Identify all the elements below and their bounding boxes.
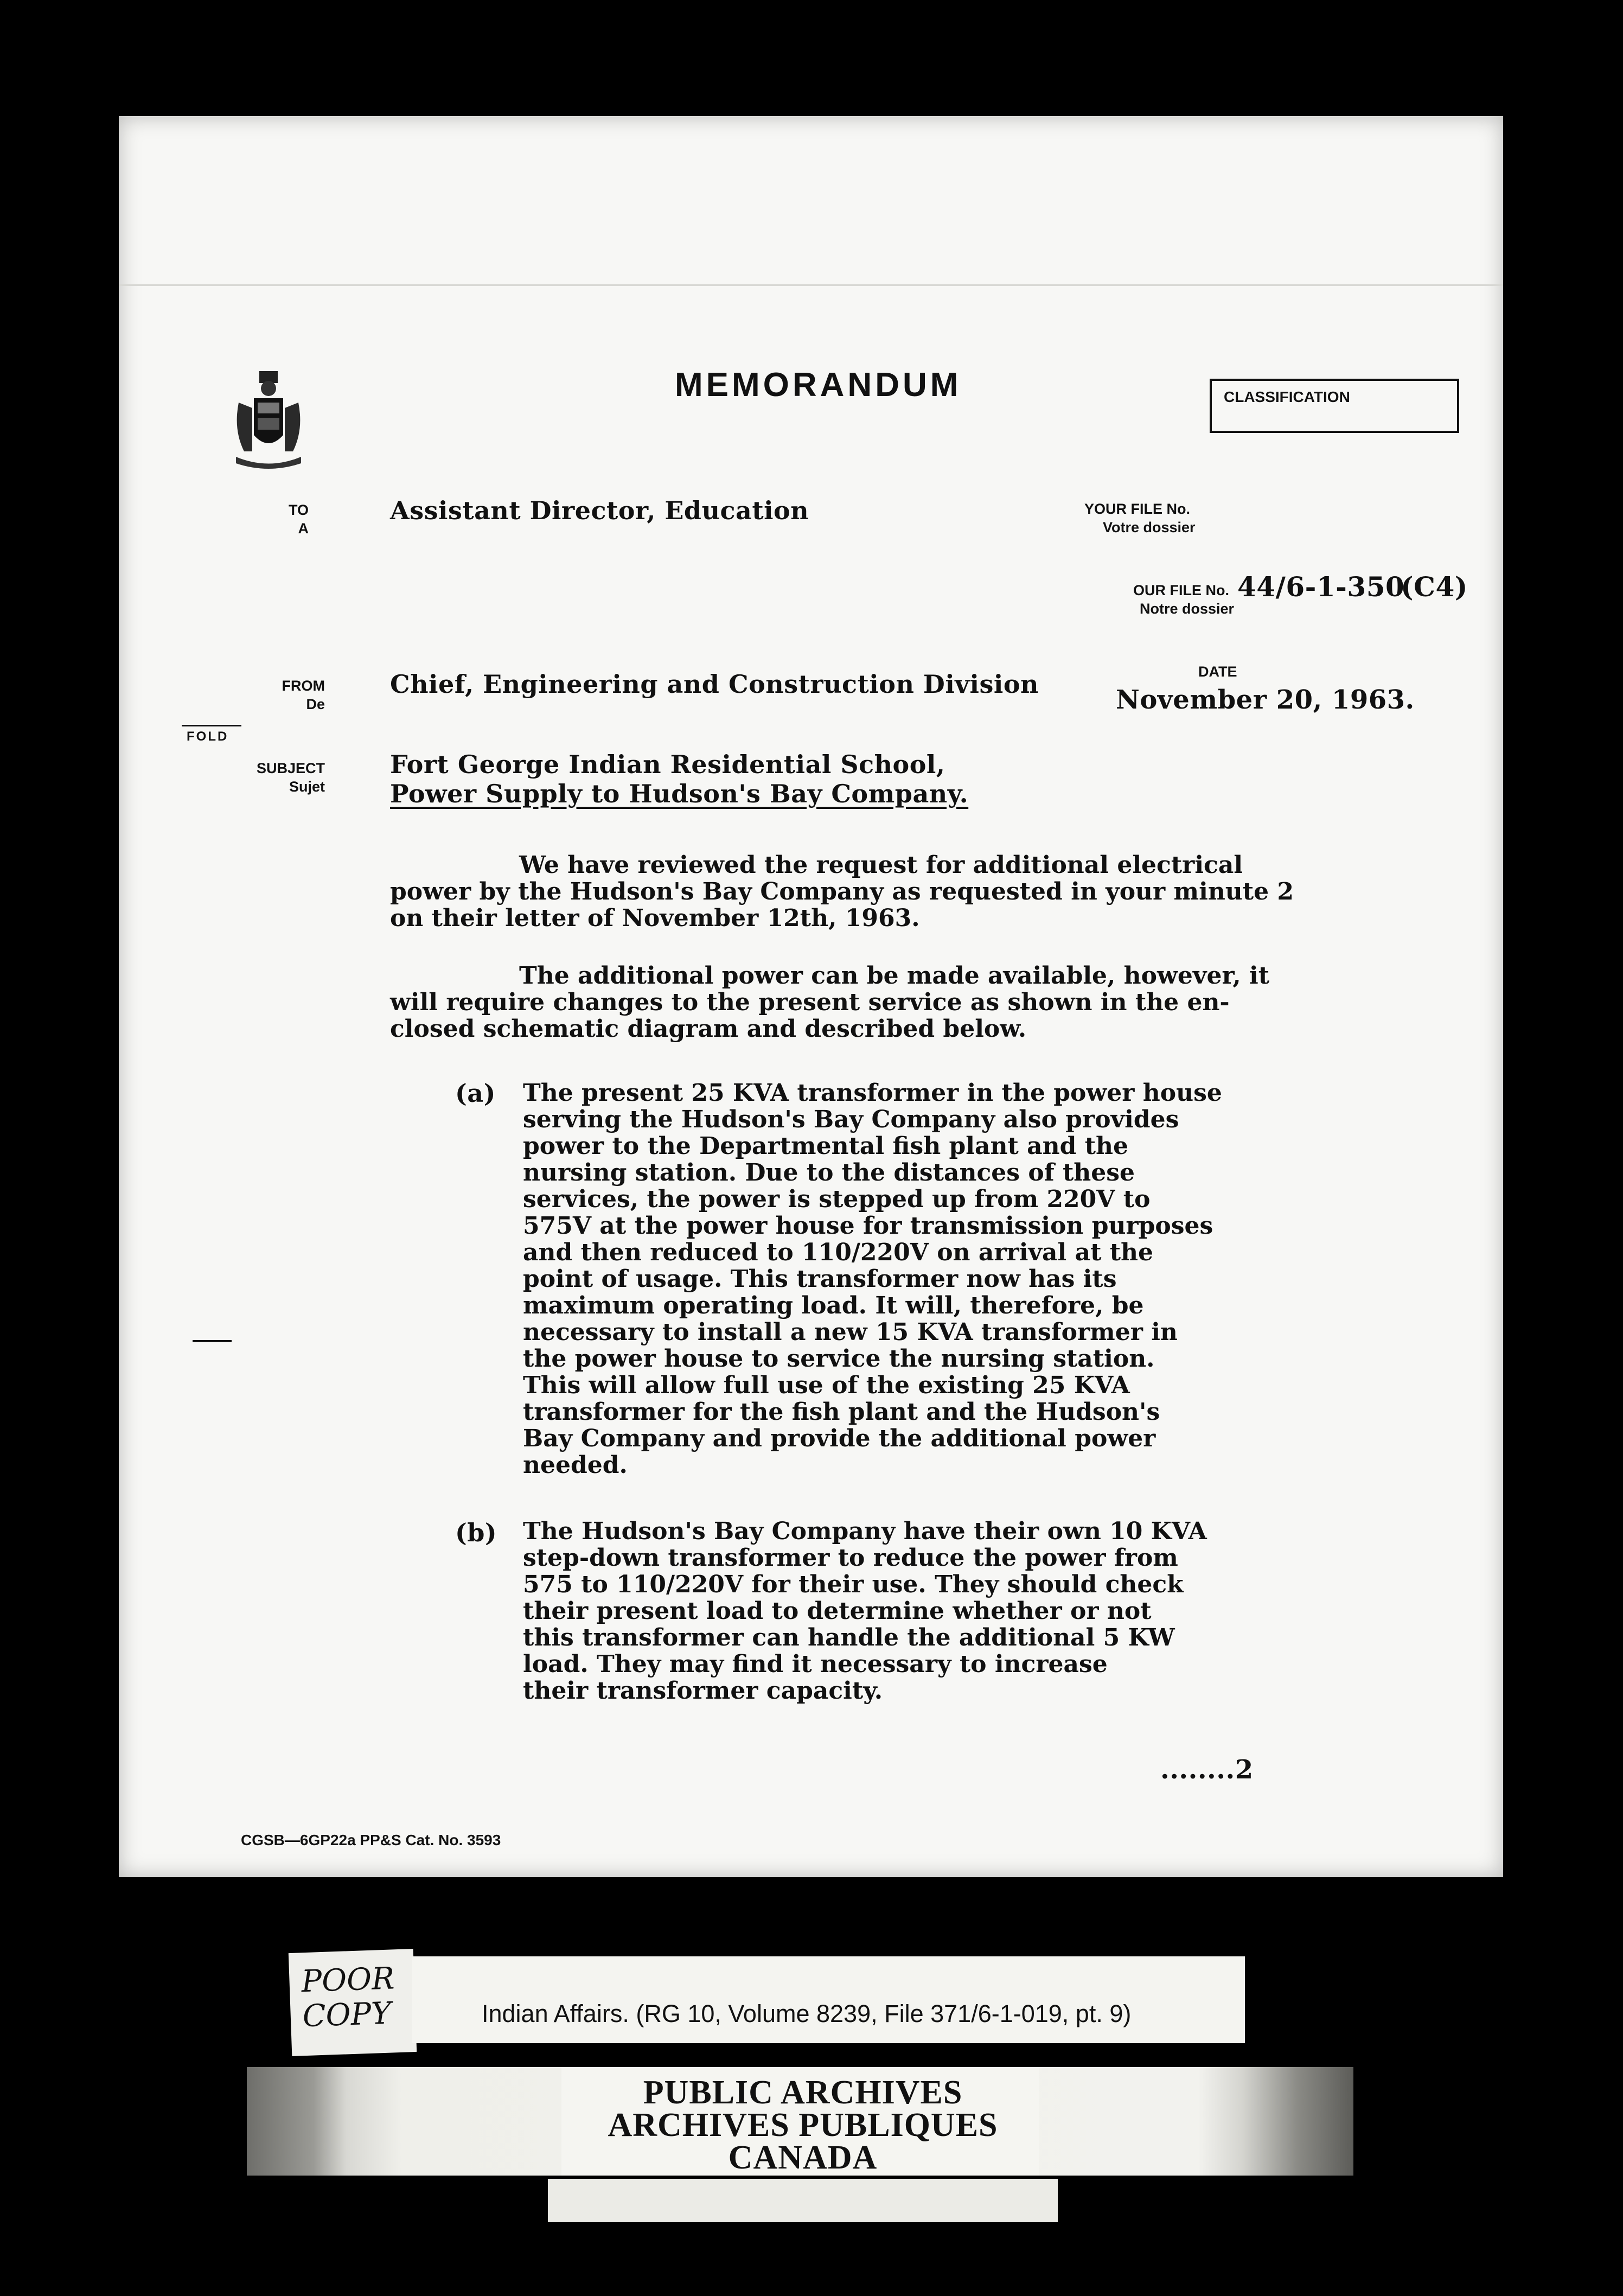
classification-box <box>1210 379 1459 433</box>
paragraph-2-line: The additional power can be made available, however, it <box>519 962 1270 990</box>
item-b-line: this transformer can handle the additional 5 KW <box>523 1624 1175 1651</box>
item-b-text <box>523 1518 1207 1704</box>
poor-copy-line-1: POOR <box>301 1961 395 2000</box>
page-continuation: ........2 <box>1160 1755 1254 1785</box>
item-a-line: point of usage. This transformer now has its <box>523 1265 1117 1293</box>
classification-label: CLASSIFICATION <box>1224 388 1350 405</box>
coat-of-arms-icon <box>228 370 309 473</box>
from-label-en: FROM <box>282 678 325 694</box>
from-value: Chief, Engineering and Construction Division <box>390 669 1039 699</box>
item-a-text <box>523 1080 1222 1478</box>
item-a-line: needed. <box>523 1451 628 1479</box>
subject-line-1: Fort George Indian Residential School, <box>390 750 945 779</box>
subject-label <box>222 760 325 796</box>
item-a-line: maximum operating load. It will, therefore, be <box>523 1292 1144 1319</box>
subject-label-en: SUBJECT <box>256 760 325 776</box>
item-a-line: power to the Departmental fish plant and the <box>523 1132 1129 1160</box>
archive-reference-strip <box>412 1956 1245 2043</box>
your-file-label <box>1084 500 1258 537</box>
item-b-line: 575 to 110/220V for their use. They should check <box>523 1571 1184 1598</box>
paragraph-1 <box>390 852 1294 932</box>
margin-mark <box>193 1340 232 1342</box>
item-b-line: their present load to determine whether or not <box>523 1597 1152 1625</box>
fold-marker-line <box>182 725 241 726</box>
paragraph-1-line: We have reviewed the request for additional electrical <box>519 851 1243 879</box>
from-label-fr: De <box>306 696 325 712</box>
archives-line-3: CANADA <box>728 2139 878 2176</box>
paragraph-2-line: closed schematic diagram and described below. <box>390 1015 1027 1043</box>
archives-line-2: ARCHIVES PUBLIQUES <box>608 2107 998 2144</box>
archive-reference: Indian Affairs. (RG 10, Volume 8239, File 371/6-1-019, pt. 9) <box>482 2000 1132 2027</box>
archives-line-1: PUBLIC ARCHIVES <box>643 2074 963 2111</box>
item-b-line: The Hudson's Bay Company have their own 10 KVA <box>523 1517 1207 1545</box>
memo-title: MEMORANDUM <box>675 366 962 404</box>
our-file-value: 44/6-1-350 <box>1237 571 1405 603</box>
fold-label: FOLD <box>187 729 229 744</box>
memo-sheet <box>119 116 1503 1877</box>
catalog-number: CGSB—6GP22a PP&S Cat. No. 3593 <box>241 1832 501 1848</box>
item-b-line: their transformer capacity. <box>523 1677 883 1705</box>
paragraph-2-line: will require changes to the present service as shown in the en- <box>390 988 1230 1016</box>
paragraph-2 <box>390 962 1269 1042</box>
item-a-line: transformer for the fish plant and the Hudson's <box>523 1398 1160 1426</box>
item-a-line: The present 25 KVA transformer in the power house <box>523 1079 1222 1107</box>
our-file-suffix: (C4) <box>1401 571 1468 603</box>
item-a-line: This will allow full use of the existing 25 KVA <box>523 1372 1130 1399</box>
paragraph-1-line: on their letter of November 12th, 1963. <box>390 904 920 932</box>
item-a-line: Bay Company and provide the additional power <box>523 1425 1156 1452</box>
item-b-line: load. They may find it necessary to increase <box>523 1650 1108 1678</box>
item-a-line: nursing station. Due to the distances of these <box>523 1159 1135 1187</box>
paragraph-1-line: power by the Hudson's Bay Company as requested in your minute 2 <box>390 878 1294 905</box>
to-label-fr: A <box>298 520 309 537</box>
our-file-label-en: OUR FILE No. <box>1133 582 1229 598</box>
to-label <box>244 501 309 538</box>
from-label <box>244 677 325 714</box>
item-a-line: and then reduced to 110/220V on arrival at the <box>523 1239 1154 1266</box>
subject-label-fr: Sujet <box>289 778 325 795</box>
item-a-label: (a) <box>455 1079 496 1108</box>
item-a-line: the power house to service the nursing station. <box>523 1345 1155 1373</box>
to-label-en: TO <box>288 502 309 518</box>
item-b-line: step-down transformer to reduce the power from <box>523 1544 1178 1572</box>
item-a-line: services, the power is stepped up from 220V to <box>523 1185 1151 1213</box>
our-file-label <box>1133 582 1253 618</box>
to-value: Assistant Director, Education <box>390 496 809 525</box>
date-value: November 20, 1963. <box>1116 685 1415 715</box>
bottom-tab <box>548 2179 1058 2222</box>
item-b-label: (b) <box>455 1518 497 1547</box>
date-label: DATE <box>1198 664 1237 680</box>
your-file-label-fr: Votre dossier <box>1103 519 1196 535</box>
item-a-line: serving the Hudson's Bay Company also provides <box>523 1106 1179 1133</box>
subject-line-2: Power Supply to Hudson's Bay Company. <box>390 779 969 808</box>
top-fold-line <box>119 284 1503 286</box>
your-file-label-en: YOUR FILE No. <box>1084 501 1190 517</box>
our-file-label-fr: Notre dossier <box>1140 600 1235 617</box>
poor-copy-line-2: COPY <box>302 1995 392 2034</box>
item-a-line: 575V at the power house for transmission purposes <box>523 1212 1213 1240</box>
item-a-line: necessary to install a new 15 KVA transformer in <box>523 1318 1178 1346</box>
poor-copy-tag <box>289 1949 417 2056</box>
